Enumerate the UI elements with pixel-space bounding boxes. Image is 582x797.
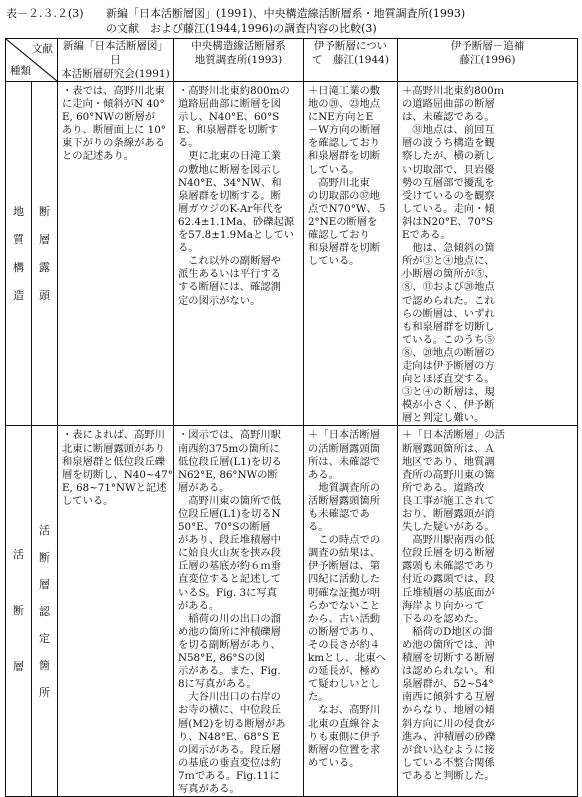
- cell-text-line: の敷地に断層を図示し: [178, 163, 281, 176]
- cell-text-line: ＋高野川北東約800ｍ: [402, 85, 505, 97]
- cell-text-line: 低位段丘層(L1)を切る: [178, 455, 282, 468]
- vertical-label-char: 活: [39, 523, 50, 537]
- cell-text-line: 活断層露頭箇所: [308, 494, 381, 507]
- cell-text-line: 断層の位置を求: [308, 743, 381, 756]
- cell-text-line: 明確な証拠が明: [308, 586, 381, 599]
- comparison-table: [5, 38, 578, 797]
- cell-text-line: 付近の露頭では、段: [402, 573, 495, 586]
- cell-text-line: 稲荷の川の出口の溜: [178, 612, 281, 625]
- category-cell: [6, 426, 32, 797]
- vertical-label-char: 造: [13, 288, 24, 302]
- cell-text-line: がある。: [178, 599, 220, 612]
- cell-text-line: E, 60°NWの断層が: [62, 111, 156, 124]
- cell-text-line: の延長が、極め: [308, 665, 381, 678]
- cell-text-line: 高野川東の箇所で低: [178, 494, 281, 507]
- header-corner-cell: [6, 39, 58, 82]
- cell-text-line: 丘層の基底が約６ｍ垂: [178, 560, 281, 573]
- cell-text-line: あり、断層面上に 10°: [62, 124, 166, 137]
- cell-text-line: の活断層露頭箇: [308, 442, 381, 455]
- cell-text-line: なお、高野川: [308, 704, 381, 717]
- cell-text-line: E、和泉層群を切断す: [178, 124, 279, 137]
- cell-text-line: 定の図示がない。: [178, 294, 261, 307]
- cell-text-line: その長さが約４: [308, 638, 381, 651]
- cell-text-line: 層(M2)を切る断層があ: [178, 717, 286, 730]
- cell-text-line: 丘堆積層の基底面が: [402, 586, 495, 599]
- cell-text-line: 更に北東の日滝工業: [178, 150, 281, 163]
- cell-text-line: ⑧、⑪および⑳地点: [402, 281, 495, 294]
- vertical-label-char: 所: [39, 685, 50, 699]
- cell-text-line: に姶良火山灰を挟み段: [178, 547, 281, 560]
- cell-text-line: 大谷川出口の右岸の: [178, 691, 281, 704]
- cell-text-line: している不整合関係: [402, 756, 495, 769]
- cell-text-line: している。: [308, 163, 360, 176]
- cell-text-line: 高野川北東: [308, 176, 370, 189]
- cell-text-line: －W方向の断層: [308, 124, 381, 137]
- cell-text-line: の道路屈曲部の断層: [402, 98, 495, 111]
- cell-text-line: Eである。: [402, 229, 451, 242]
- table-row: [6, 426, 578, 797]
- vertical-label-char: 箇: [39, 658, 50, 672]
- cell-text-line: 位段丘層を切る断層: [402, 547, 495, 560]
- cell-text-line: この時点での: [308, 534, 381, 547]
- cell-text-line: 海岸より向かって: [402, 599, 485, 612]
- cell-text-line: ＋日滝工業の敷: [308, 85, 381, 97]
- cell-text-line: を切る副断層があり、: [178, 638, 281, 651]
- cell-text-line: これ以外の副断層や: [178, 255, 281, 268]
- table-title-line: の文献 および藤江(1944,1996)の調査内容の比較(3): [106, 22, 377, 35]
- table-cell: [398, 426, 578, 797]
- cell-text-line: 査所の高野川東の箇: [402, 468, 495, 481]
- cell-text-line: の図示がある。段丘層: [178, 743, 281, 756]
- cell-text-line: 察したが、横の新し: [402, 150, 495, 163]
- table-cell: [304, 82, 398, 426]
- cell-text-line: りも東側に伊予: [308, 730, 381, 743]
- cell-text-line: 他は、急傾斜の箇: [402, 242, 495, 255]
- vertical-label-char: [17, 569, 21, 597]
- cell-text-line: り、N48°E、68°S E: [178, 730, 280, 743]
- vertical-label-char: 認: [39, 604, 50, 618]
- cell-text-line: る。: [308, 521, 329, 534]
- column-header: [58, 39, 174, 82]
- cell-text-line: 伊予断層は、第: [308, 560, 381, 573]
- cell-text-line: 泉層群が、52~54°: [402, 678, 494, 691]
- cell-text-line: 小断層の箇所が⑤、: [402, 268, 495, 281]
- cell-text-line: の切取部の㊲地: [308, 189, 381, 202]
- cell-text-line: る。: [178, 137, 199, 150]
- cell-text-line: 向とほぼ直交する。: [402, 373, 495, 386]
- subcategory-cell: [32, 82, 58, 426]
- cell-text-line: 層と判定し難い。: [402, 412, 485, 425]
- cell-text-line: からなり、地層の傾: [402, 704, 495, 717]
- cell-text-line: も和泉層群を切断し: [402, 320, 495, 333]
- cell-text-line: 確認しており: [308, 229, 370, 242]
- cell-text-line: 2°NEの断層を: [308, 215, 378, 228]
- cell-text-line: 稲荷のD地区の溜: [402, 625, 493, 638]
- cell-text-line: を57.8±1.9Maとしてい: [178, 229, 295, 242]
- cell-text-line: 北東に断層露頭があり: [62, 442, 165, 455]
- cell-text-line: 良工事が施工されて: [402, 494, 495, 507]
- cell-text-line: 露頭も未確認であり: [402, 560, 495, 573]
- cell-text-line: を確認しており: [308, 137, 381, 150]
- cell-text-line: があり、段丘堆積層中: [178, 534, 281, 547]
- cell-text-line: ⑧、⑳地点の断層の: [402, 346, 495, 359]
- cell-text-line: ㉛地点は、前回互: [402, 124, 495, 137]
- cell-text-line: い切取部で、貝岩優: [402, 163, 495, 176]
- category-cell: [6, 82, 32, 426]
- cell-text-line: 斜方向に川の侵食が: [402, 717, 495, 730]
- cell-text-line: 示がある。また、Fig.: [178, 665, 281, 678]
- cell-text-line: 地の⑳、㉓地点: [308, 98, 381, 111]
- column-header-line: 伊予断層－追補: [450, 40, 525, 52]
- column-header: [174, 39, 304, 82]
- cell-text-line: ・高野川北東約800mの: [178, 85, 290, 97]
- cell-text-line: 写真がある。: [178, 782, 240, 795]
- cell-text-line: 和泉層群を切断: [308, 242, 381, 255]
- cell-text-line: 進み、沖積層の砂礫: [402, 730, 496, 743]
- cell-text-line: 東下がりの条線がある: [62, 137, 165, 150]
- table-cell: [398, 82, 578, 426]
- cell-text-line: 断層露頭箇所は、Ａ: [402, 442, 495, 455]
- cell-text-line: の断層であり、: [308, 625, 381, 638]
- cell-text-line: 7ｍである。Fig.11に: [178, 769, 280, 782]
- cell-text-line: て疑わしいとし: [308, 678, 381, 691]
- cell-text-line: 点でN70°W、５: [308, 202, 388, 215]
- cell-text-line: 所は、未確認で: [308, 455, 381, 468]
- cell-text-line: おり、断層露頭が消: [402, 508, 495, 520]
- cell-text-line: 層を切断し、N40~47°: [62, 468, 173, 481]
- cell-text-line: 斜はN20°E、70°S: [402, 215, 493, 228]
- cell-text-line: 地区であり、地質調: [402, 455, 495, 468]
- cell-text-line: との記述あり。: [62, 150, 135, 163]
- table-title: [106, 6, 576, 36]
- cell-text-line: 和泉層群を切断: [308, 150, 381, 163]
- cell-text-line: N40°E、34°NW、和: [178, 176, 282, 189]
- cell-text-line: 失した疑いがある。: [402, 521, 495, 534]
- cell-text-line: 泉層群を切断する。断: [178, 189, 281, 202]
- cell-text-line: ている。このうち⑤: [402, 333, 495, 346]
- table-cell: [304, 426, 398, 797]
- cell-text-line: 層がある。: [178, 481, 230, 494]
- cell-text-line: 所である。道路改: [402, 481, 485, 494]
- vertical-label-char: 構: [13, 260, 24, 274]
- cell-text-line: 南西約375mの箇所に: [178, 442, 280, 455]
- cell-text-line: らかでないこと: [308, 599, 381, 612]
- vertical-label-char: 層: [39, 577, 50, 591]
- cell-text-line: 地質調査所の: [308, 481, 381, 494]
- cell-text-line: E, 68~71°NWと記述: [62, 481, 167, 494]
- cell-text-line: ・図示では、高野川駅: [178, 429, 281, 442]
- cell-text-line: している。: [62, 494, 114, 507]
- cell-text-line: 積層を切断する断層: [402, 652, 495, 665]
- cell-text-line: N58°E, 86°Sの図: [178, 652, 266, 665]
- cell-text-line: 示し、N40°E、60°S: [178, 111, 280, 124]
- vertical-label-char: 断: [39, 204, 50, 218]
- cell-text-line: 和泉層群と低位段丘礫: [62, 455, 165, 468]
- cell-text-line: は、未確認である。: [402, 111, 495, 124]
- vertical-label-char: 定: [39, 631, 50, 645]
- table-cell: [174, 426, 304, 797]
- cell-text-line: ある。: [308, 468, 339, 481]
- vertical-label-char: [17, 625, 21, 653]
- cell-text-line: に走向・傾斜がN 40°: [62, 98, 165, 111]
- table-title-line: 新編「日本活断層図」(1991)、中央構造線活断層系・地質調査所(1993): [106, 7, 466, 20]
- cell-text-line: 下るのを認めた。: [402, 612, 485, 625]
- cell-text-line: 直変位すると記述して: [178, 573, 281, 586]
- cell-text-line: らの断層は、いずれ: [402, 307, 495, 320]
- cell-text-line: る。: [178, 242, 199, 255]
- cell-text-line: 走向は伊予断層の方: [402, 359, 495, 372]
- column-header-line: 本活断層研究会(1991): [61, 68, 170, 80]
- cell-text-line: 8に写真がある。: [178, 678, 257, 691]
- cell-text-line: 北東の直線谷よ: [308, 717, 381, 730]
- cell-text-line: た。: [308, 691, 329, 704]
- table-cell: [58, 82, 174, 426]
- cell-text-line: 層の波うち構造を観: [402, 137, 495, 150]
- cell-text-line: であると判断した。: [402, 769, 495, 782]
- vertical-label-char: 頭: [39, 288, 50, 302]
- cell-text-line: 62.4±1.1Ma、砂礫起源: [178, 215, 295, 228]
- corner-label-types: 種類: [10, 65, 31, 77]
- vertical-label-char: 質: [13, 232, 24, 246]
- cell-text-line: にNE方向とE: [308, 111, 374, 124]
- cell-text-line: は認められない。和: [402, 665, 495, 678]
- cell-text-line: 位段丘層(L1)を切るN: [178, 508, 281, 520]
- cell-text-line: N62°E, 86°NWの断: [178, 468, 278, 481]
- cell-text-line: 層ガウジのK-Ar年代を: [178, 202, 284, 215]
- column-header: [304, 39, 398, 82]
- cell-text-line: で認められた。これ: [402, 294, 495, 307]
- cell-text-line: 所が③と④地点に、: [402, 255, 495, 268]
- cell-text-line: 南西に傾斜する互層: [402, 691, 495, 704]
- cell-text-line: 道路屈曲部に断層を図: [178, 98, 281, 111]
- cell-text-line: が食い込むように接: [402, 743, 495, 756]
- vertical-label-char: 断: [39, 550, 50, 564]
- column-header-line: 地質調査所(1993): [194, 54, 283, 66]
- cell-text-line: 四紀に活動した: [308, 573, 381, 586]
- corner-label-documents: 文献: [32, 43, 53, 55]
- cell-text-line: お寺の横に、中位段丘: [178, 704, 281, 717]
- column-header-line: 伊予断層につい: [313, 40, 388, 52]
- vertical-label-char: 層: [39, 232, 50, 246]
- cell-text-line: から、古い活動: [308, 612, 381, 625]
- subcategory-cell: [32, 426, 58, 797]
- cell-text-line: ・表によれば、高野川: [62, 429, 165, 442]
- cell-text-line: めている。: [308, 756, 360, 769]
- cell-text-line: 高野川駅南西の低: [402, 534, 495, 547]
- table-number: 表－２.３.２(3): [6, 7, 84, 20]
- cell-text-line: いるS。Fig. 3に写真: [178, 586, 277, 599]
- cell-text-line: している。: [308, 255, 360, 268]
- cell-text-line: の基底の垂直変位は約: [178, 756, 281, 769]
- cell-text-line: 勢の互層部で擾乱を: [402, 176, 495, 189]
- table-cell: [174, 82, 304, 426]
- column-header-line: 中央構造線活断層系: [191, 40, 286, 52]
- cell-text-line: 受けているのを観察: [402, 189, 495, 202]
- cell-text-line: kmとし、北東へ: [308, 652, 386, 665]
- cell-text-line: め池の箇所に沖積礫層: [178, 625, 281, 638]
- cell-text-line: 派生あるいは平行する: [178, 268, 281, 281]
- cell-text-line: ③と④の断層は、規: [402, 386, 495, 399]
- column-header-line: 藤江(1996): [459, 54, 516, 66]
- cell-text-line: 模が小さく、伊予断: [402, 399, 495, 412]
- cell-text-line: ＋「日本活断層: [308, 429, 381, 442]
- cell-text-line: ・表では、高野川北東: [62, 85, 165, 97]
- column-header-line: 新編「日本活断層図」日: [63, 40, 168, 66]
- vertical-label-char: 露: [39, 260, 50, 274]
- cell-text-line: も未確認であ: [308, 508, 370, 520]
- column-header-line: て 藤江(1944): [312, 54, 389, 66]
- table-cell: [58, 426, 174, 797]
- header-row: [6, 39, 578, 82]
- cell-text-line: する断層には、確認測: [178, 281, 281, 294]
- vertical-label-char: 地: [13, 204, 24, 218]
- cell-text-line: 調査の結果は、: [308, 547, 381, 560]
- vertical-label-char: 断: [13, 604, 24, 618]
- cell-text-line: 50°E、70°Sの断層: [178, 521, 271, 534]
- cell-text-line: している。走向・傾: [402, 202, 495, 215]
- vertical-label-char: 活: [13, 548, 24, 562]
- table-row: [6, 82, 578, 426]
- vertical-label-char: 層: [13, 660, 24, 674]
- column-header: [398, 39, 578, 82]
- cell-text-line: め池の箇所では、沖: [402, 638, 495, 651]
- cell-text-line: ＋「日本活断層」の活: [402, 429, 505, 442]
